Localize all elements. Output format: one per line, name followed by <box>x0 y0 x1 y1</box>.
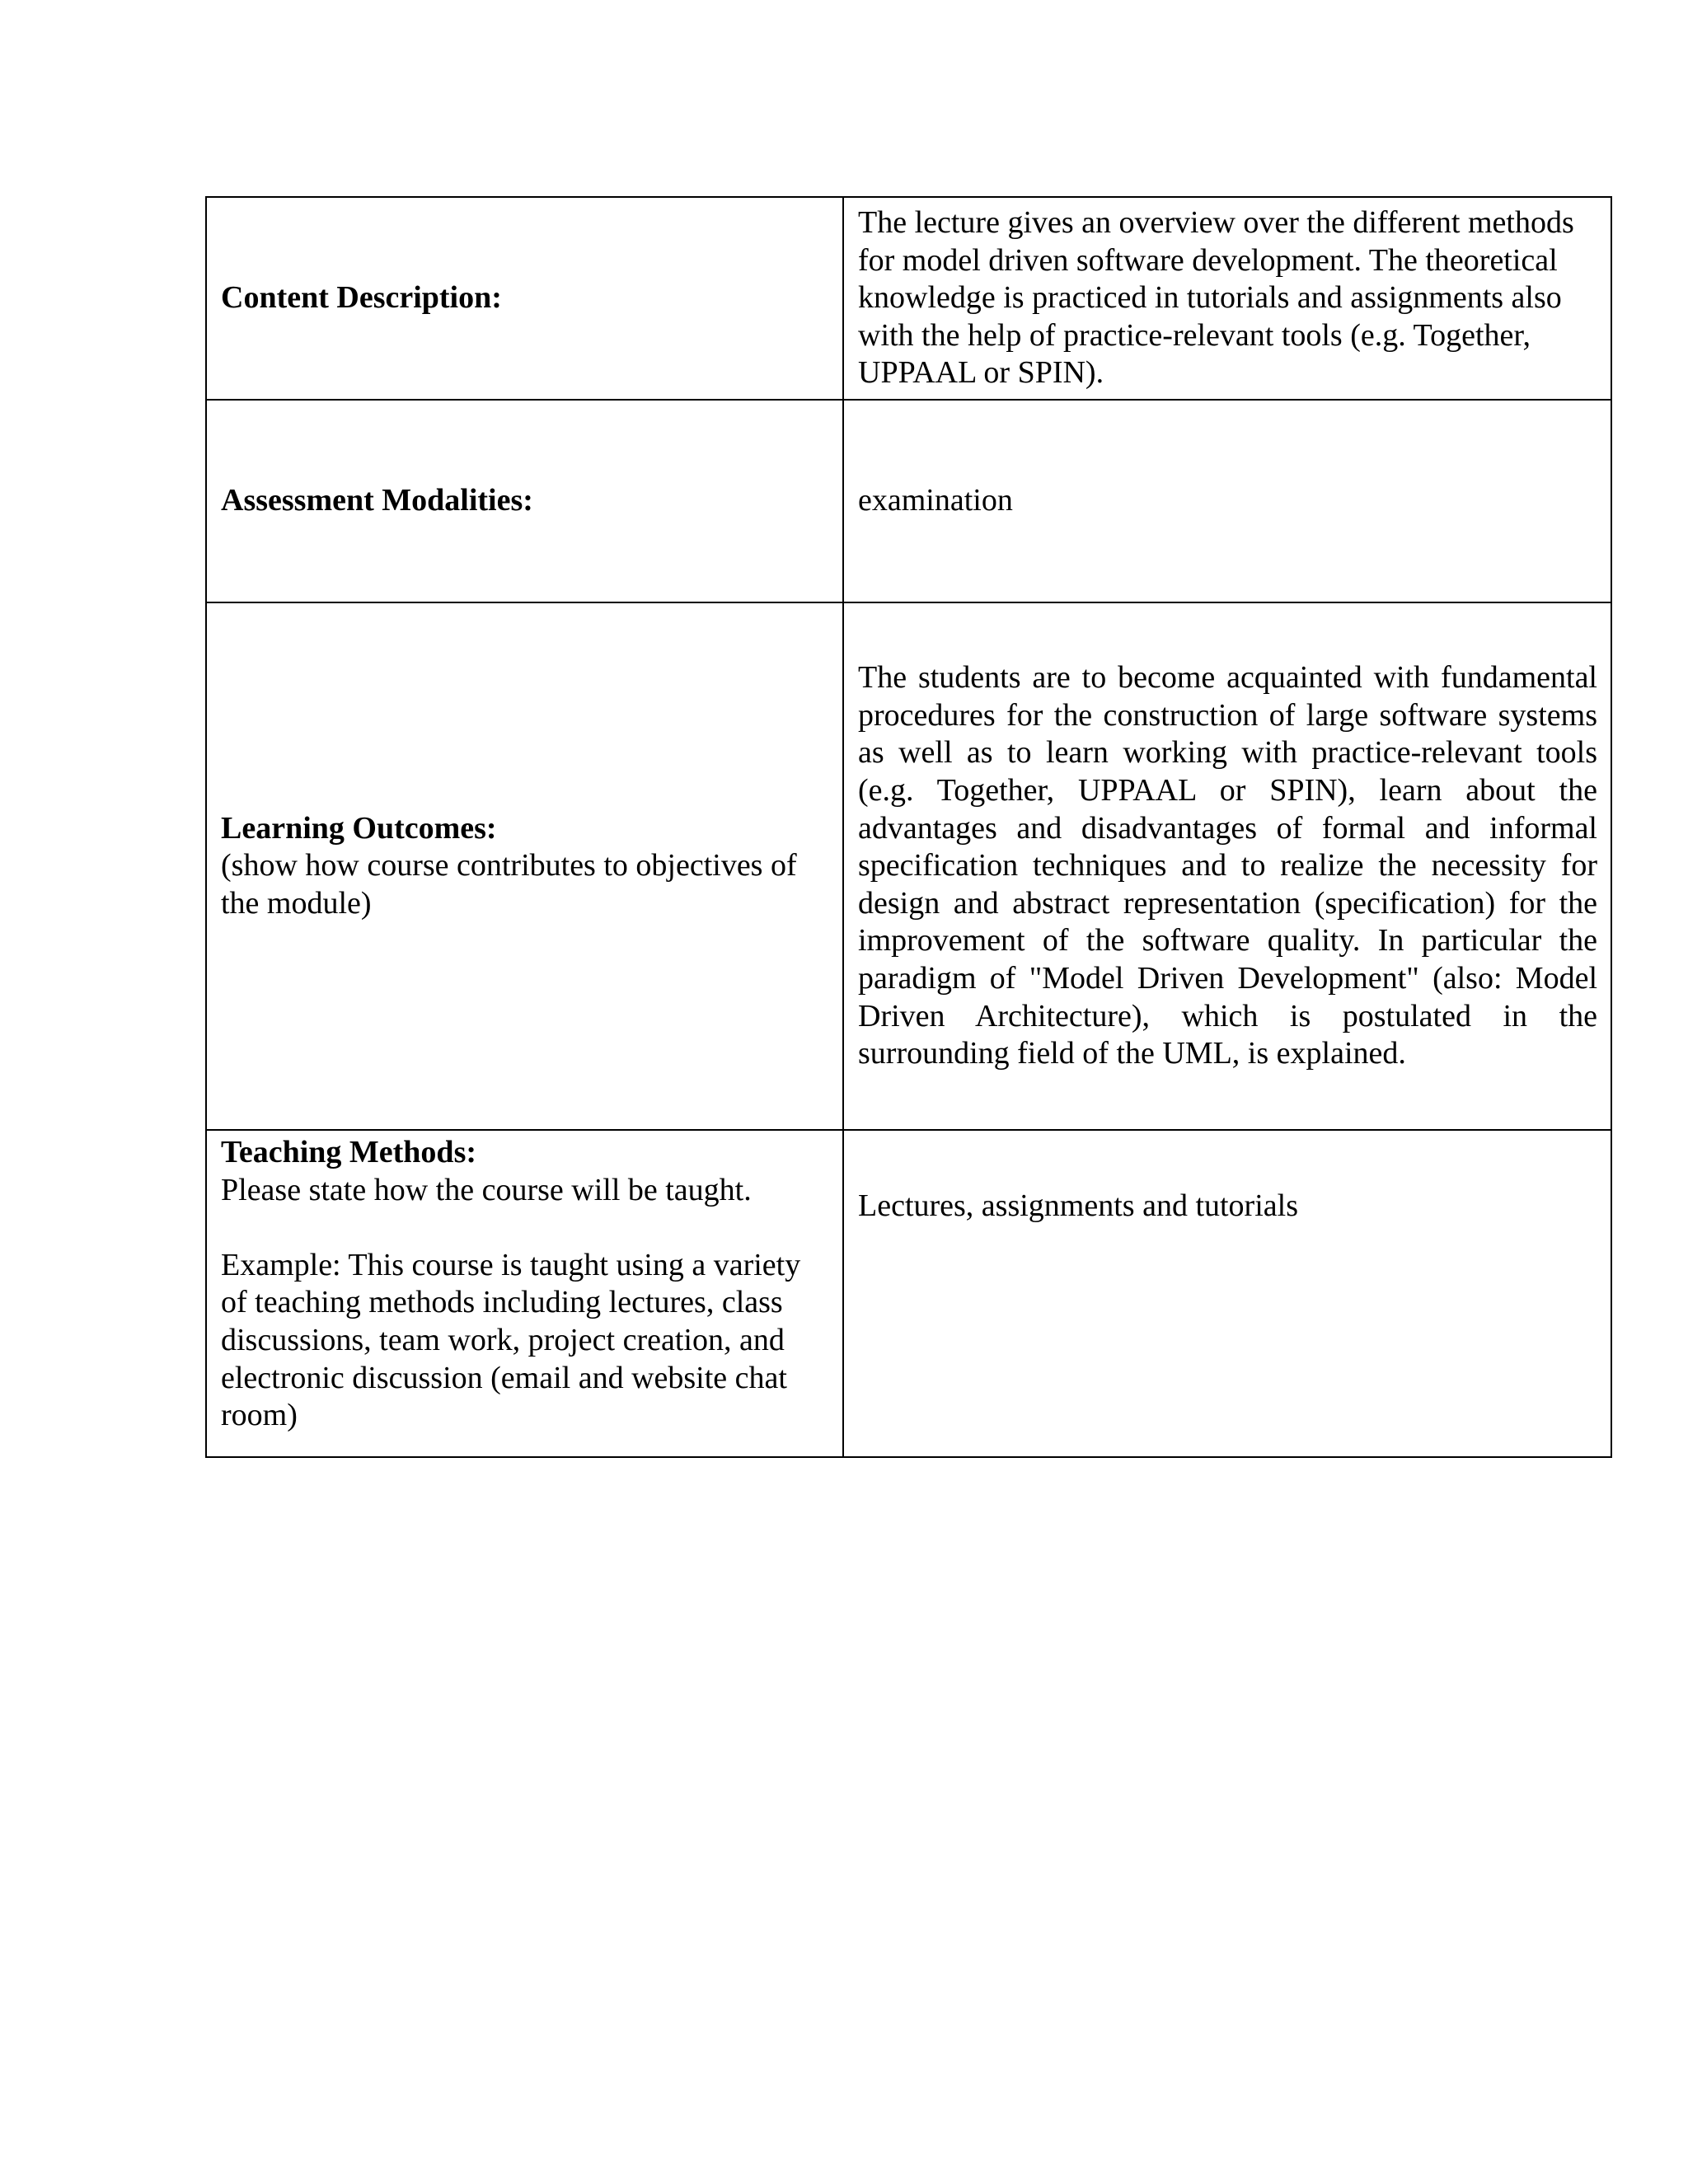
table-row-assessment-modalities <box>206 400 1611 602</box>
assessment-modalities-label: Assessment Modalities: <box>221 483 533 518</box>
learning-outcomes-note: (show how course contributes to objectives of the module) <box>221 848 797 921</box>
learning-outcomes-value-cell <box>843 602 1611 1130</box>
content-description-value-cell <box>843 197 1611 400</box>
teaching-methods-note: Please state how the course will be taught. <box>221 1172 752 1207</box>
assessment-modalities-value-cell <box>843 400 1611 602</box>
teaching-methods-example: Example: This course is taught using a variety of teaching methods including lectures, class discussions, team work, project creation, and electronic discussion (email and website chat room) <box>221 1247 801 1433</box>
learning-outcomes-label-cell <box>206 602 843 1130</box>
content-description-text: The lecture gives an overview over the different methods for model driven software development. The theoretical knowledge is practiced in tutorials and assignments also with the help of practice-relevant tools (e.g. Together, UPPAAL or SPIN). <box>858 205 1574 391</box>
learning-outcomes-text: The students are to become acquainted with fundamental procedures for the construction of large software systems as well as to learn working with practice-relevant tools (e.g. Together, UPPAAL or SPIN), learn about the advantages and disadvantages of formal and informal specification techniques and to realize the necessity for design and abstract representation (specification) for the improvement of the software quality. In particular the paradigm of "Model Driven Development" (also: Model Driven Architecture), which is postulated in the surrounding field of the UML, is explained. <box>858 660 1597 1071</box>
teaching-methods-label-cell <box>206 1130 843 1457</box>
assessment-modalities-label-cell <box>206 400 843 602</box>
teaching-methods-value-cell <box>843 1130 1611 1457</box>
assessment-modalities-text: examination <box>858 483 1013 518</box>
learning-outcomes-label: Learning Outcomes: <box>221 810 497 846</box>
teaching-methods-text: Lectures, assignments and tutorials <box>858 1188 1298 1223</box>
content-description-label: Content Description: <box>221 280 502 316</box>
table-row-learning-outcomes <box>206 602 1611 1130</box>
content-description-label-cell <box>206 197 843 400</box>
table-row-content-description <box>206 197 1611 400</box>
table-row-teaching-methods <box>206 1130 1611 1457</box>
teaching-methods-label: Teaching Methods: <box>221 1135 477 1169</box>
course-module-table <box>205 196 1612 1458</box>
paragraph-spacer <box>221 1209 829 1247</box>
